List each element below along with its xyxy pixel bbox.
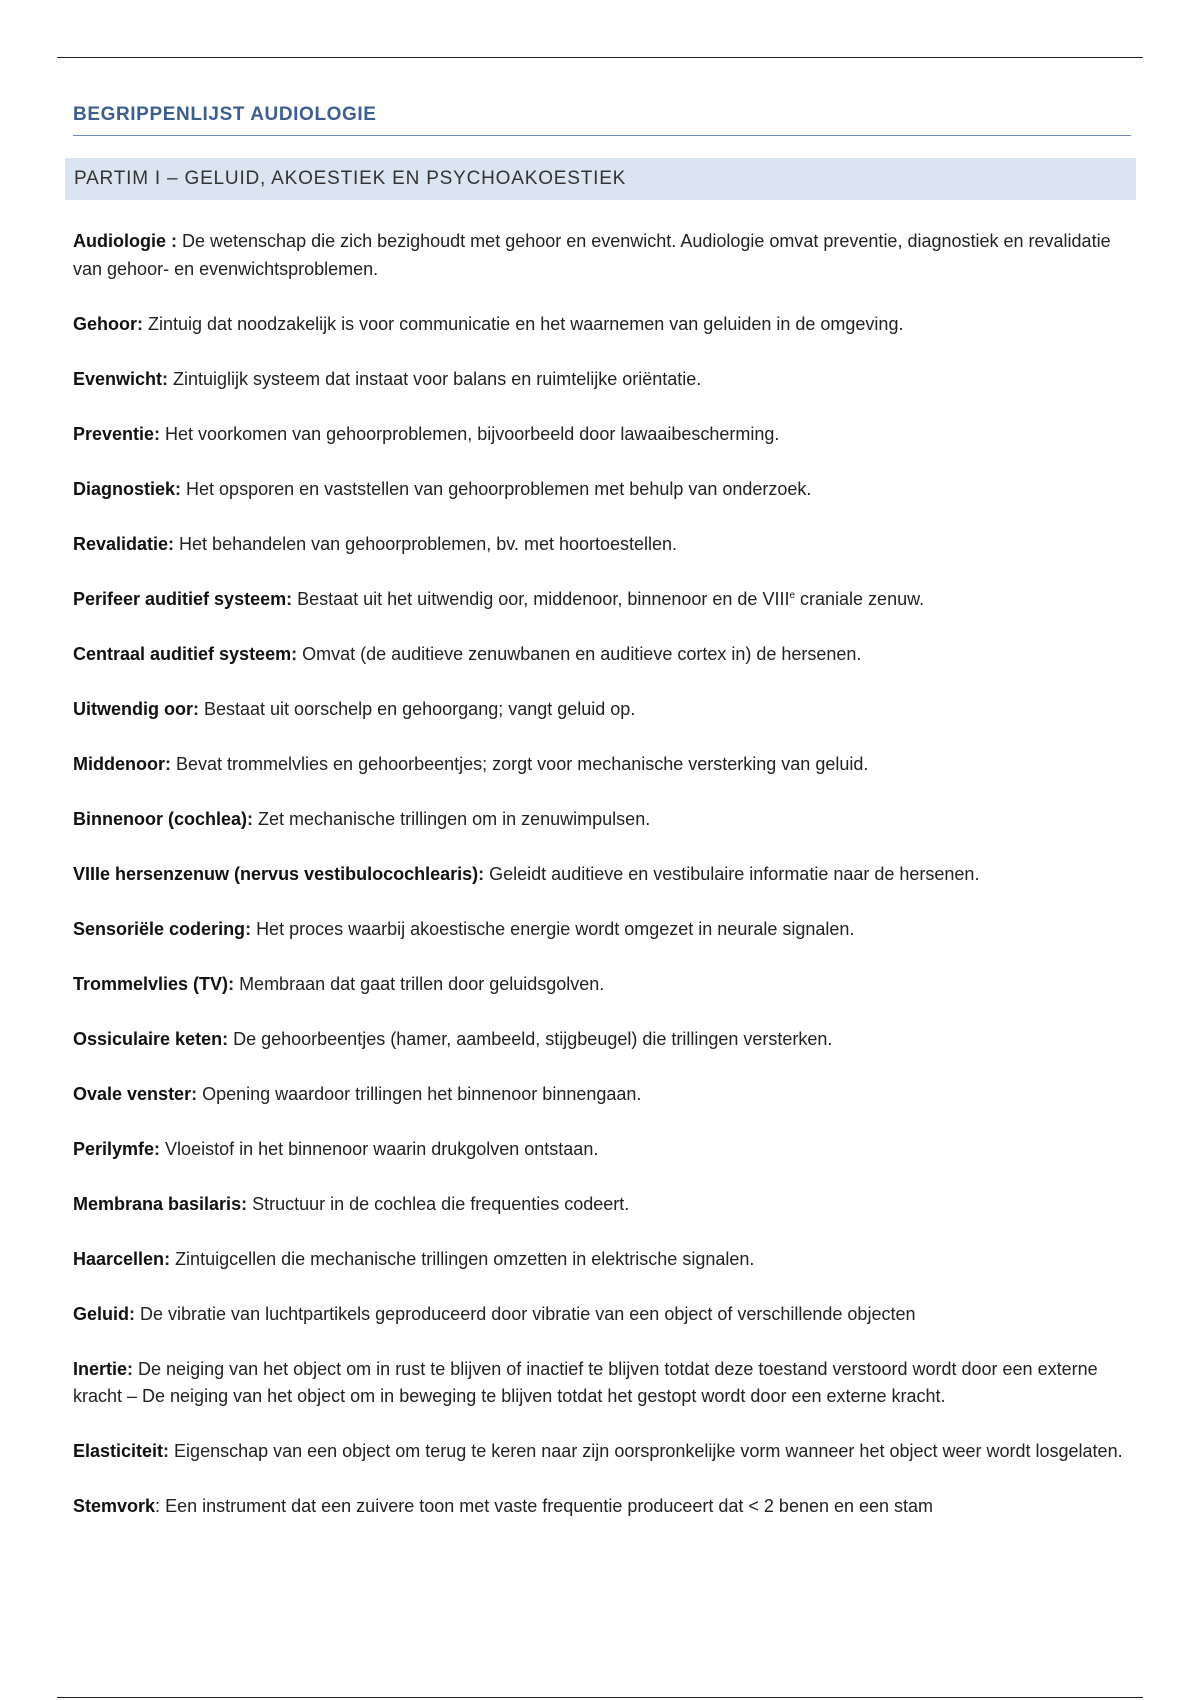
glossary-term: Haarcellen bbox=[73, 1248, 165, 1269]
glossary-term: Evenwicht bbox=[73, 368, 163, 389]
footer-rule bbox=[57, 1697, 1143, 1698]
glossary-definition-continued: craniale zenuw. bbox=[795, 588, 925, 609]
glossary-entry bbox=[73, 861, 1135, 889]
section-title: PARTIM I – GELUID, AKOESTIEK EN PSYCHOAKOESTIEK bbox=[74, 168, 627, 189]
term-separator: : bbox=[137, 313, 149, 334]
glossary-term: Uitwendig oor bbox=[73, 698, 193, 719]
glossary-definition: Omvat (de auditieve zenuwbanen en auditieve cortex in) de hersenen. bbox=[302, 643, 862, 664]
glossary-definition: Zintuigcellen die mechanische trillingen omzetten in elektrische signalen. bbox=[175, 1248, 755, 1269]
glossary-definition: Geleidt auditieve en vestibulaire informatie naar de hersenen. bbox=[489, 863, 980, 884]
glossary-definition: De gehoorbeentjes (hamer, aambeeld, stijgbeugel) die trillingen versterken. bbox=[233, 1028, 833, 1049]
glossary-definition: Het proces waarbij akoestische energie wordt omgezet in neurale signalen. bbox=[256, 918, 855, 939]
glossary-definition: De wetenschap die zich bezighoudt met gehoor en evenwicht. Audiologie omvat preventie, diagnostiek en revalidatie van gehoor- en evenwichtsproblemen. bbox=[73, 231, 1111, 279]
term-separator: : bbox=[154, 423, 166, 444]
term-separator: : bbox=[165, 753, 176, 774]
glossary-term: Membrana basilaris bbox=[73, 1193, 242, 1214]
glossary-definition: Het opsporen en vaststellen van gehoorproblemen met behulp van onderzoek. bbox=[186, 478, 812, 499]
glossary-entry bbox=[73, 1438, 1135, 1466]
glossary-term: Elasticiteit bbox=[73, 1441, 164, 1461]
glossary-definition: Opening waardoor trillingen het binnenoor binnengaan. bbox=[202, 1083, 642, 1104]
term-separator: : bbox=[247, 808, 259, 829]
glossary-entry bbox=[73, 1356, 1135, 1411]
term-separator: : bbox=[155, 1496, 166, 1516]
glossary-definition: De vibratie van luchtpartikels geproduceerd door vibratie van een object of verschillende objecten bbox=[140, 1303, 916, 1324]
term-separator: : bbox=[241, 1193, 253, 1214]
glossary-entry bbox=[73, 421, 1135, 449]
term-separator: : bbox=[164, 1248, 176, 1269]
glossary-term: Middenoor bbox=[73, 753, 165, 774]
glossary-definition: Zintuiglijk systeem dat instaat voor balans en ruimtelijke oriëntatie. bbox=[173, 368, 702, 389]
section-header bbox=[65, 158, 1136, 200]
glossary-definition: De neiging van het object om in rust te blijven of inactief te blijven totdat deze toestand verstoord wordt door een externe kracht – De neiging van het object om in beweging te blijven totdat het gestopt wordt door een externe kracht. bbox=[73, 1358, 1098, 1406]
glossary-term: Perifeer auditief systeem bbox=[73, 588, 287, 609]
term-separator: : bbox=[154, 1138, 166, 1159]
term-separator: : bbox=[163, 1441, 175, 1461]
glossary-term: Revalidatie bbox=[73, 533, 169, 554]
ordinal-superscript: e bbox=[789, 589, 796, 601]
glossary-entry bbox=[73, 476, 1135, 504]
glossary-definition: Eigenschap van een object om terug te keren naar zijn oorspronkelijke vorm wanneer het object weer wordt losgelaten. bbox=[174, 1441, 1123, 1461]
glossary-definition: Structuur in de cochlea die frequenties codeert. bbox=[252, 1193, 630, 1214]
glossary-definition: Zet mechanische trillingen om in zenuwimpulsen. bbox=[258, 808, 651, 829]
glossary-entry bbox=[73, 586, 1135, 614]
glossary-entry bbox=[73, 1246, 1135, 1274]
glossary-term: Perilymfe bbox=[73, 1138, 155, 1159]
glossary-term: Centraal auditief systeem bbox=[73, 643, 292, 664]
glossary-entry bbox=[73, 641, 1135, 669]
term-separator: : bbox=[245, 918, 257, 939]
glossary-term: Audiologie bbox=[73, 231, 166, 251]
glossary-term: Diagnostiek bbox=[73, 478, 176, 499]
glossary-definition: Zintuig dat noodzakelijk is voor communicatie en het waarnemen van geluiden in de omgeving. bbox=[148, 313, 904, 334]
glossary-entry bbox=[73, 1026, 1135, 1054]
glossary-term: Ovale venster bbox=[73, 1083, 192, 1104]
glossary-term: Trommelvlies (TV) bbox=[73, 973, 229, 994]
glossary-term: Binnenoor (cochlea) bbox=[73, 808, 248, 829]
term-separator: : bbox=[286, 588, 298, 609]
glossary-term: Gehoor bbox=[73, 313, 138, 334]
term-separator: : bbox=[228, 973, 240, 994]
glossary-entry bbox=[73, 531, 1135, 559]
title-underline bbox=[73, 135, 1131, 136]
glossary-definition: Het voorkomen van gehoorproblemen, bijvoorbeeld door lawaaibescherming. bbox=[165, 423, 780, 444]
glossary-term: Stemvork bbox=[73, 1496, 156, 1516]
glossary-term: Preventie bbox=[73, 423, 155, 444]
glossary-entry bbox=[73, 1191, 1135, 1219]
term-separator: : bbox=[168, 533, 180, 554]
term-separator: : bbox=[175, 478, 187, 499]
header-rule bbox=[57, 57, 1143, 58]
glossary-entry bbox=[73, 1493, 1135, 1521]
glossary-entry bbox=[73, 971, 1135, 999]
glossary-term: Geluid bbox=[73, 1303, 130, 1324]
glossary-term: VIIIe hersenzenuw (nervus vestibulocochlearis) bbox=[73, 863, 479, 884]
glossary-entry bbox=[73, 366, 1135, 394]
glossary-list bbox=[73, 228, 1135, 1548]
glossary-definition: Bestaat uit oorschelp en gehoorgang; vangt geluid op. bbox=[204, 698, 636, 719]
glossary-entry bbox=[73, 806, 1135, 834]
glossary-definition: Bevat trommelvlies en gehoorbeentjes; zorgt voor mechanische versterking van geluid. bbox=[176, 753, 869, 774]
glossary-entry bbox=[73, 1136, 1135, 1164]
term-separator: : bbox=[191, 1083, 203, 1104]
glossary-entry bbox=[73, 916, 1135, 944]
glossary-term: Ossiculaire keten bbox=[73, 1028, 223, 1049]
term-separator: : bbox=[166, 231, 182, 251]
term-separator: : bbox=[129, 1303, 141, 1324]
glossary-entry bbox=[73, 696, 1135, 724]
glossary-entry bbox=[73, 1081, 1135, 1109]
glossary-definition: Bestaat uit het uitwendig oor, middenoor, binnenoor en de VIII bbox=[297, 588, 790, 609]
term-separator: : bbox=[162, 368, 174, 389]
term-separator: : bbox=[291, 643, 303, 664]
term-separator: : bbox=[193, 698, 204, 719]
glossary-entry bbox=[73, 751, 1135, 779]
glossary-entry bbox=[73, 311, 1135, 339]
glossary-entry bbox=[73, 1301, 1135, 1329]
document-title: BEGRIPPENLIJST AUDIOLOGIE bbox=[73, 104, 377, 125]
glossary-term: Sensoriële codering bbox=[73, 918, 246, 939]
glossary-definition: Het behandelen van gehoorproblemen, bv. met hoortoestellen. bbox=[179, 533, 678, 554]
glossary-definition: Membraan dat gaat trillen door geluidsgolven. bbox=[239, 973, 605, 994]
glossary-definition: Een instrument dat een zuivere toon met vaste frequentie produceert dat < 2 benen en een stam bbox=[165, 1496, 934, 1516]
term-separator: : bbox=[478, 863, 490, 884]
glossary-term: Inertie bbox=[73, 1358, 128, 1379]
glossary-entry bbox=[73, 228, 1135, 283]
term-separator: : bbox=[127, 1358, 139, 1379]
glossary-definition: Vloeistof in het binnenoor waarin drukgolven ontstaan. bbox=[165, 1138, 599, 1159]
term-separator: : bbox=[222, 1028, 234, 1049]
